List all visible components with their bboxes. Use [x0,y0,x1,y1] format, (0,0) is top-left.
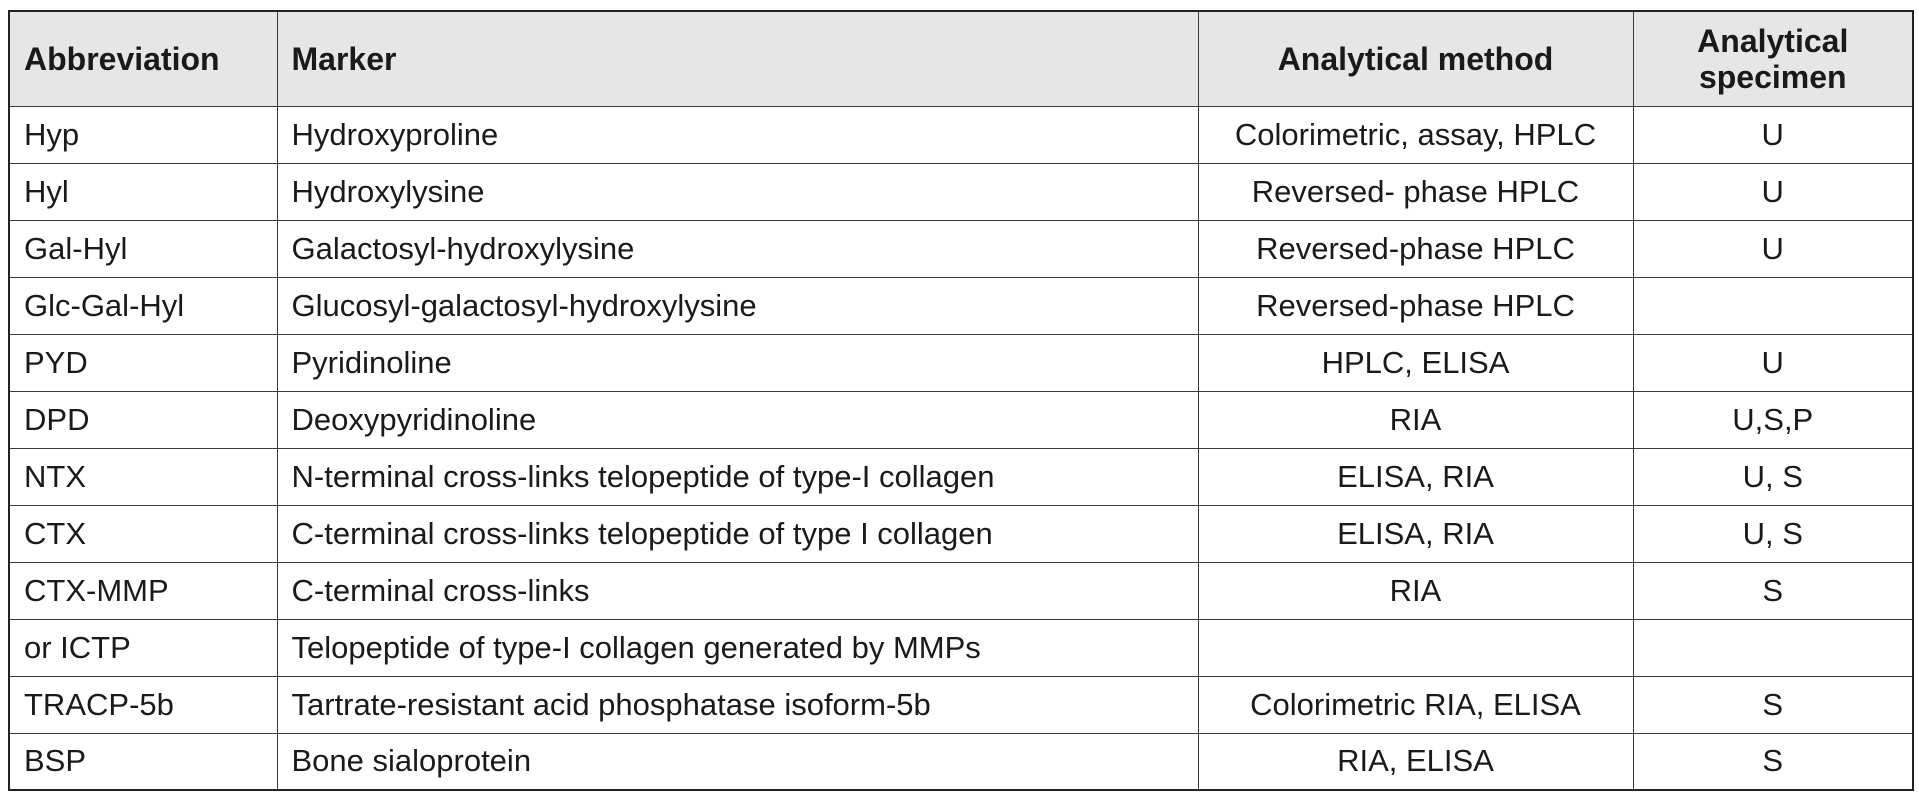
cell-abbreviation: DPD [9,391,277,448]
cell-abbreviation: Gal-Hyl [9,220,277,277]
header-row [9,11,1913,106]
table-row [9,106,1913,163]
table-row [9,733,1913,790]
table-row [9,220,1913,277]
cell-analytical-method: Reversed- phase HPLC [1198,163,1633,220]
cell-analytical-specimen: U [1633,163,1913,220]
cell-analytical-specimen: S [1633,676,1913,733]
cell-analytical-specimen: U, S [1633,505,1913,562]
cell-analytical-method: Colorimetric RIA, ELISA [1198,676,1633,733]
cell-marker: C-terminal cross-links [277,562,1198,619]
cell-analytical-method: Reversed-phase HPLC [1198,220,1633,277]
cell-abbreviation: Hyl [9,163,277,220]
cell-marker: N-terminal cross-links telopeptide of type-I collagen [277,448,1198,505]
header-analytical-method: Analytical method [1198,11,1633,106]
bone-resorption-markers-table-container [8,10,1912,791]
header-marker: Marker [277,11,1198,106]
cell-analytical-specimen: S [1633,562,1913,619]
cell-marker: Telopeptide of type-I collagen generated by MMPs [277,619,1198,676]
cell-marker: Glucosyl-galactosyl-hydroxylysine [277,277,1198,334]
table-row [9,277,1913,334]
cell-analytical-method: RIA [1198,391,1633,448]
cell-abbreviation: BSP [9,733,277,790]
table-row [9,505,1913,562]
cell-analytical-method: Colorimetric, assay, HPLC [1198,106,1633,163]
cell-analytical-specimen: U,S,P [1633,391,1913,448]
cell-abbreviation: TRACP-5b [9,676,277,733]
header-abbreviation: Abbreviation [9,11,277,106]
cell-marker: Deoxypyridinoline [277,391,1198,448]
table-row [9,334,1913,391]
cell-marker: Bone sialoprotein [277,733,1198,790]
cell-analytical-method: Reversed-phase HPLC [1198,277,1633,334]
cell-analytical-specimen: U [1633,106,1913,163]
cell-abbreviation: CTX [9,505,277,562]
cell-abbreviation: or ICTP [9,619,277,676]
table-row [9,391,1913,448]
cell-abbreviation: CTX-MMP [9,562,277,619]
cell-marker: Tartrate-resistant acid phosphatase isoform-5b [277,676,1198,733]
cell-analytical-method: RIA [1198,562,1633,619]
table-body [9,106,1913,790]
cell-analytical-method: ELISA, RIA [1198,505,1633,562]
cell-analytical-specimen [1633,619,1913,676]
header-specimen-line1: Analytical [1697,22,1849,59]
table-row [9,448,1913,505]
table-row [9,163,1913,220]
table-row [9,562,1913,619]
cell-abbreviation: NTX [9,448,277,505]
cell-marker: Pyridinoline [277,334,1198,391]
table-row [9,619,1913,676]
cell-analytical-method: RIA, ELISA [1198,733,1633,790]
header-specimen-line2: specimen [1698,58,1847,95]
cell-abbreviation: Glc-Gal-Hyl [9,277,277,334]
cell-abbreviation: Hyp [9,106,277,163]
cell-analytical-specimen: S [1633,733,1913,790]
cell-marker: Hydroxylysine [277,163,1198,220]
cell-abbreviation: PYD [9,334,277,391]
cell-marker: Galactosyl-hydroxylysine [277,220,1198,277]
cell-analytical-specimen: U [1633,334,1913,391]
cell-analytical-method: HPLC, ELISA [1198,334,1633,391]
header-analytical-specimen [1633,11,1913,106]
cell-analytical-method [1198,619,1633,676]
bone-resorption-markers-table [8,10,1914,791]
cell-marker: C-terminal cross-links telopeptide of type I collagen [277,505,1198,562]
cell-marker: Hydroxyproline [277,106,1198,163]
cell-analytical-method: ELISA, RIA [1198,448,1633,505]
table-row [9,676,1913,733]
table-header [9,11,1913,106]
cell-analytical-specimen: U, S [1633,448,1913,505]
cell-analytical-specimen [1633,277,1913,334]
cell-analytical-specimen: U [1633,220,1913,277]
